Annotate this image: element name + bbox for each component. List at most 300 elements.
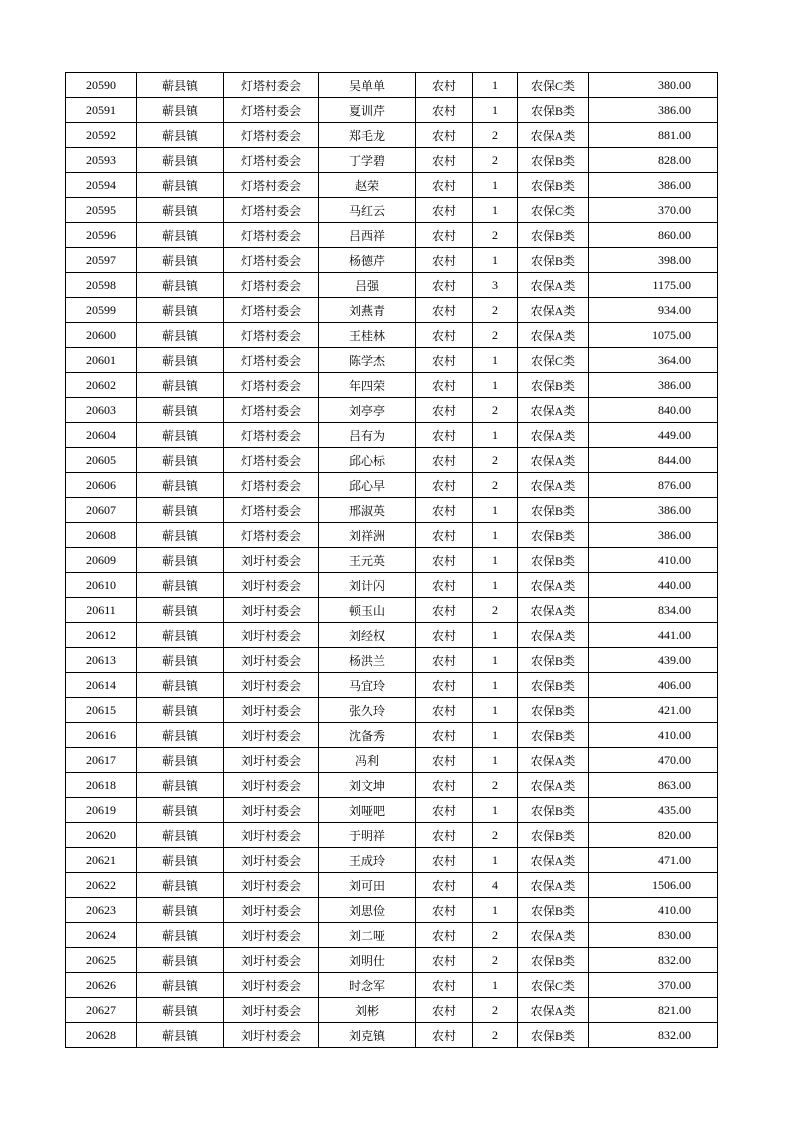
cell-village: 灯塔村委会 [224,473,319,498]
cell-category: 农保A类 [518,123,589,148]
cell-count: 1 [473,623,518,648]
cell-village: 刘圩村委会 [224,973,319,998]
cell-village: 灯塔村委会 [224,398,319,423]
cell-id: 20605 [66,448,137,473]
cell-amount: 470.00 [589,748,718,773]
cell-name: 顿玉山 [319,598,416,623]
cell-amount: 834.00 [589,598,718,623]
cell-town: 蕲县镇 [137,73,224,98]
cell-name: 邱心标 [319,448,416,473]
cell-count: 2 [473,398,518,423]
cell-town: 蕲县镇 [137,648,224,673]
cell-id: 20620 [66,823,137,848]
cell-amount: 406.00 [589,673,718,698]
cell-village: 刘圩村委会 [224,623,319,648]
cell-type: 农村 [416,698,473,723]
cell-id: 20600 [66,323,137,348]
cell-category: 农保B类 [518,148,589,173]
cell-town: 蕲县镇 [137,798,224,823]
cell-town: 蕲县镇 [137,623,224,648]
cell-id: 20614 [66,673,137,698]
cell-amount: 370.00 [589,973,718,998]
cell-amount: 398.00 [589,248,718,273]
cell-id: 20590 [66,73,137,98]
cell-count: 1 [473,248,518,273]
cell-category: 农保A类 [518,598,589,623]
cell-town: 蕲县镇 [137,373,224,398]
cell-town: 蕲县镇 [137,173,224,198]
cell-village: 刘圩村委会 [224,873,319,898]
cell-amount: 881.00 [589,123,718,148]
cell-category: 农保A类 [518,623,589,648]
cell-town: 蕲县镇 [137,598,224,623]
cell-village: 灯塔村委会 [224,248,319,273]
cell-id: 20601 [66,348,137,373]
table-row [66,898,718,923]
cell-town: 蕲县镇 [137,923,224,948]
table-row [66,873,718,898]
cell-village: 刘圩村委会 [224,598,319,623]
table-body [66,73,718,1048]
cell-amount: 386.00 [589,173,718,198]
cell-name: 邢淑英 [319,498,416,523]
table-row [66,273,718,298]
cell-name: 陈学杰 [319,348,416,373]
cell-town: 蕲县镇 [137,223,224,248]
cell-id: 20594 [66,173,137,198]
table-row [66,748,718,773]
cell-town: 蕲县镇 [137,548,224,573]
cell-id: 20612 [66,623,137,648]
cell-id: 20626 [66,973,137,998]
cell-name: 王元英 [319,548,416,573]
cell-name: 冯利 [319,748,416,773]
table-row [66,1023,718,1048]
cell-id: 20625 [66,948,137,973]
cell-count: 2 [473,1023,518,1048]
cell-id: 20611 [66,598,137,623]
cell-amount: 934.00 [589,298,718,323]
cell-amount: 471.00 [589,848,718,873]
cell-village: 刘圩村委会 [224,698,319,723]
cell-type: 农村 [416,248,473,273]
cell-count: 1 [473,548,518,573]
cell-id: 20628 [66,1023,137,1048]
cell-category: 农保B类 [518,223,589,248]
cell-village: 灯塔村委会 [224,523,319,548]
cell-id: 20591 [66,98,137,123]
cell-count: 2 [473,148,518,173]
cell-type: 农村 [416,498,473,523]
cell-count: 3 [473,273,518,298]
cell-id: 20623 [66,898,137,923]
cell-town: 蕲县镇 [137,723,224,748]
cell-amount: 386.00 [589,498,718,523]
cell-id: 20608 [66,523,137,548]
cell-type: 农村 [416,348,473,373]
cell-village: 刘圩村委会 [224,573,319,598]
cell-town: 蕲县镇 [137,998,224,1023]
cell-count: 1 [473,98,518,123]
cell-village: 灯塔村委会 [224,273,319,298]
table-row [66,573,718,598]
cell-category: 农保B类 [518,98,589,123]
cell-count: 1 [473,798,518,823]
cell-name: 吕西祥 [319,223,416,248]
cell-type: 农村 [416,873,473,898]
cell-name: 杨德芹 [319,248,416,273]
cell-town: 蕲县镇 [137,673,224,698]
cell-village: 灯塔村委会 [224,448,319,473]
cell-category: 农保A类 [518,448,589,473]
cell-id: 20616 [66,723,137,748]
cell-name: 刘思俭 [319,898,416,923]
cell-category: 农保B类 [518,548,589,573]
table-row [66,948,718,973]
cell-id: 20615 [66,698,137,723]
cell-count: 1 [473,198,518,223]
cell-category: 农保A类 [518,298,589,323]
cell-town: 蕲县镇 [137,973,224,998]
cell-village: 刘圩村委会 [224,823,319,848]
cell-amount: 364.00 [589,348,718,373]
cell-category: 农保B类 [518,498,589,523]
cell-village: 灯塔村委会 [224,498,319,523]
cell-town: 蕲县镇 [137,898,224,923]
cell-type: 农村 [416,548,473,573]
cell-town: 蕲县镇 [137,948,224,973]
cell-type: 农村 [416,998,473,1023]
cell-id: 20610 [66,573,137,598]
cell-amount: 828.00 [589,148,718,173]
cell-amount: 830.00 [589,923,718,948]
cell-type: 农村 [416,723,473,748]
cell-name: 刘计闪 [319,573,416,598]
cell-village: 刘圩村委会 [224,998,319,1023]
cell-category: 农保C类 [518,973,589,998]
cell-type: 农村 [416,973,473,998]
table-row [66,673,718,698]
cell-count: 1 [473,723,518,748]
cell-town: 蕲县镇 [137,448,224,473]
cell-town: 蕲县镇 [137,823,224,848]
cell-village: 刘圩村委会 [224,648,319,673]
cell-type: 农村 [416,398,473,423]
cell-town: 蕲县镇 [137,498,224,523]
cell-town: 蕲县镇 [137,198,224,223]
cell-name: 王桂林 [319,323,416,348]
cell-amount: 410.00 [589,548,718,573]
cell-category: 农保B类 [518,798,589,823]
cell-village: 灯塔村委会 [224,323,319,348]
cell-amount: 449.00 [589,423,718,448]
cell-count: 2 [473,123,518,148]
table-row [66,773,718,798]
cell-name: 刘文坤 [319,773,416,798]
cell-count: 2 [473,948,518,973]
cell-village: 刘圩村委会 [224,798,319,823]
cell-category: 农保B类 [518,673,589,698]
cell-town: 蕲县镇 [137,748,224,773]
cell-category: 农保B类 [518,723,589,748]
cell-name: 刘祥洲 [319,523,416,548]
table-row [66,423,718,448]
cell-amount: 386.00 [589,98,718,123]
cell-id: 20606 [66,473,137,498]
cell-amount: 410.00 [589,898,718,923]
cell-type: 农村 [416,673,473,698]
cell-count: 2 [473,598,518,623]
cell-type: 农村 [416,148,473,173]
cell-village: 灯塔村委会 [224,148,319,173]
cell-village: 刘圩村委会 [224,723,319,748]
cell-category: 农保A类 [518,998,589,1023]
cell-count: 2 [473,923,518,948]
cell-type: 农村 [416,1023,473,1048]
cell-count: 1 [473,848,518,873]
table-row [66,523,718,548]
table-row [66,348,718,373]
cell-name: 刘哑吧 [319,798,416,823]
cell-village: 灯塔村委会 [224,98,319,123]
cell-name: 刘经权 [319,623,416,648]
cell-count: 1 [473,373,518,398]
table-row [66,298,718,323]
cell-category: 农保B类 [518,698,589,723]
cell-id: 20624 [66,923,137,948]
cell-town: 蕲县镇 [137,123,224,148]
cell-name: 年四荣 [319,373,416,398]
cell-type: 农村 [416,573,473,598]
cell-name: 赵荣 [319,173,416,198]
cell-village: 灯塔村委会 [224,198,319,223]
table-row [66,323,718,348]
cell-type: 农村 [416,448,473,473]
table-row [66,248,718,273]
cell-id: 20618 [66,773,137,798]
cell-town: 蕲县镇 [137,873,224,898]
cell-amount: 386.00 [589,373,718,398]
cell-id: 20621 [66,848,137,873]
cell-category: 农保A类 [518,923,589,948]
table-row [66,973,718,998]
cell-name: 杨洪兰 [319,648,416,673]
cell-count: 2 [473,823,518,848]
cell-category: 农保A类 [518,573,589,598]
cell-name: 刘燕青 [319,298,416,323]
benefits-table [65,72,718,1048]
cell-type: 农村 [416,123,473,148]
cell-town: 蕲县镇 [137,298,224,323]
cell-category: 农保B类 [518,373,589,398]
cell-village: 灯塔村委会 [224,73,319,98]
cell-amount: 1506.00 [589,873,718,898]
cell-village: 灯塔村委会 [224,373,319,398]
cell-amount: 421.00 [589,698,718,723]
cell-category: 农保B类 [518,898,589,923]
cell-name: 刘二哑 [319,923,416,948]
cell-type: 农村 [416,598,473,623]
cell-count: 2 [473,298,518,323]
cell-amount: 844.00 [589,448,718,473]
cell-type: 农村 [416,73,473,98]
cell-name: 吴单单 [319,73,416,98]
cell-id: 20595 [66,198,137,223]
cell-id: 20597 [66,248,137,273]
cell-count: 1 [473,423,518,448]
table-row [66,173,718,198]
cell-type: 农村 [416,773,473,798]
cell-id: 20619 [66,798,137,823]
cell-amount: 832.00 [589,1023,718,1048]
cell-count: 1 [473,523,518,548]
cell-count: 1 [473,898,518,923]
cell-name: 刘克镇 [319,1023,416,1048]
cell-village: 灯塔村委会 [224,123,319,148]
cell-id: 20627 [66,998,137,1023]
cell-count: 1 [473,348,518,373]
cell-category: 农保A类 [518,748,589,773]
cell-village: 刘圩村委会 [224,848,319,873]
cell-village: 刘圩村委会 [224,548,319,573]
cell-village: 刘圩村委会 [224,923,319,948]
cell-town: 蕲县镇 [137,1023,224,1048]
table-row [66,698,718,723]
cell-town: 蕲县镇 [137,423,224,448]
cell-name: 马红云 [319,198,416,223]
cell-id: 20613 [66,648,137,673]
cell-count: 1 [473,573,518,598]
table-row [66,448,718,473]
cell-amount: 440.00 [589,573,718,598]
cell-amount: 380.00 [589,73,718,98]
table-row [66,473,718,498]
cell-name: 刘彬 [319,998,416,1023]
cell-count: 1 [473,173,518,198]
cell-category: 农保B类 [518,1023,589,1048]
cell-count: 2 [473,323,518,348]
cell-village: 刘圩村委会 [224,773,319,798]
cell-category: 农保B类 [518,948,589,973]
cell-town: 蕲县镇 [137,523,224,548]
cell-amount: 860.00 [589,223,718,248]
cell-name: 马宜玲 [319,673,416,698]
cell-category: 农保B类 [518,648,589,673]
cell-count: 1 [473,673,518,698]
cell-village: 刘圩村委会 [224,673,319,698]
cell-village: 灯塔村委会 [224,173,319,198]
cell-id: 20598 [66,273,137,298]
cell-village: 灯塔村委会 [224,423,319,448]
cell-town: 蕲县镇 [137,98,224,123]
cell-type: 农村 [416,523,473,548]
cell-type: 农村 [416,98,473,123]
cell-id: 20599 [66,298,137,323]
cell-amount: 840.00 [589,398,718,423]
cell-type: 农村 [416,748,473,773]
cell-amount: 410.00 [589,723,718,748]
table-row [66,648,718,673]
cell-count: 1 [473,698,518,723]
table-row [66,98,718,123]
cell-amount: 876.00 [589,473,718,498]
cell-town: 蕲县镇 [137,398,224,423]
cell-type: 农村 [416,223,473,248]
cell-village: 灯塔村委会 [224,298,319,323]
cell-id: 20609 [66,548,137,573]
cell-id: 20617 [66,748,137,773]
cell-town: 蕲县镇 [137,698,224,723]
cell-amount: 820.00 [589,823,718,848]
cell-category: 农保B类 [518,823,589,848]
cell-amount: 435.00 [589,798,718,823]
cell-count: 1 [473,73,518,98]
cell-amount: 439.00 [589,648,718,673]
cell-type: 农村 [416,923,473,948]
table-row [66,548,718,573]
cell-town: 蕲县镇 [137,273,224,298]
cell-name: 邱心早 [319,473,416,498]
cell-amount: 441.00 [589,623,718,648]
cell-id: 20602 [66,373,137,398]
table-row [66,923,718,948]
cell-category: 农保A类 [518,273,589,298]
cell-id: 20604 [66,423,137,448]
cell-type: 农村 [416,898,473,923]
cell-village: 刘圩村委会 [224,748,319,773]
cell-id: 20596 [66,223,137,248]
cell-town: 蕲县镇 [137,323,224,348]
table-row [66,398,718,423]
table-row [66,598,718,623]
cell-id: 20607 [66,498,137,523]
cell-town: 蕲县镇 [137,573,224,598]
cell-type: 农村 [416,298,473,323]
cell-village: 刘圩村委会 [224,948,319,973]
cell-amount: 863.00 [589,773,718,798]
cell-name: 张久玲 [319,698,416,723]
cell-town: 蕲县镇 [137,348,224,373]
cell-name: 夏训芹 [319,98,416,123]
cell-amount: 386.00 [589,523,718,548]
cell-name: 郑毛龙 [319,123,416,148]
cell-name: 吕有为 [319,423,416,448]
table-row [66,723,718,748]
table-row [66,798,718,823]
cell-village: 刘圩村委会 [224,1023,319,1048]
cell-count: 2 [473,448,518,473]
cell-category: 农保B类 [518,248,589,273]
table-row [66,198,718,223]
cell-town: 蕲县镇 [137,848,224,873]
cell-town: 蕲县镇 [137,248,224,273]
cell-type: 农村 [416,198,473,223]
table-row [66,373,718,398]
cell-village: 灯塔村委会 [224,348,319,373]
cell-type: 农村 [416,373,473,398]
cell-category: 农保A类 [518,773,589,798]
cell-type: 农村 [416,798,473,823]
cell-name: 吕强 [319,273,416,298]
cell-name: 丁学碧 [319,148,416,173]
cell-count: 1 [473,973,518,998]
cell-town: 蕲县镇 [137,148,224,173]
cell-count: 2 [473,773,518,798]
cell-count: 1 [473,748,518,773]
cell-category: 农保C类 [518,73,589,98]
cell-name: 刘亭亭 [319,398,416,423]
cell-amount: 1175.00 [589,273,718,298]
